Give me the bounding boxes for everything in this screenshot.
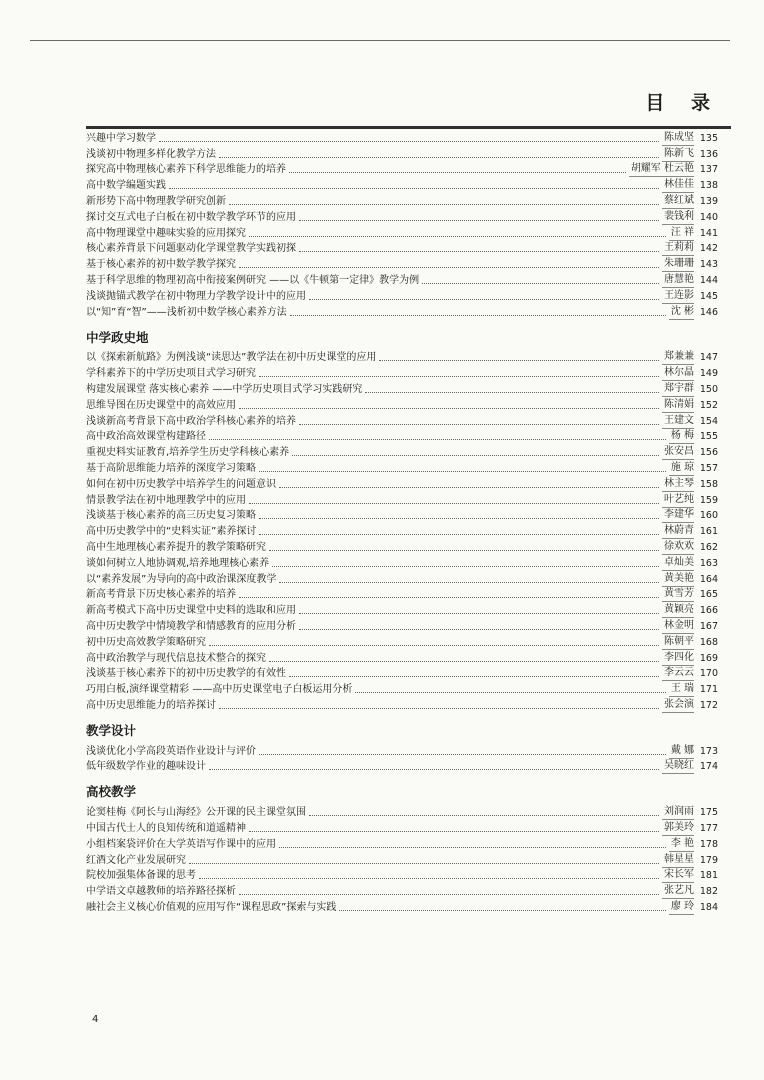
- toc-entry: [86, 304, 718, 320]
- entry-page: 147: [699, 352, 718, 364]
- entry-author: 黄雪芳: [662, 587, 694, 602]
- entry-title: 小组档案袋评价在大学英语写作课中的应用: [86, 838, 276, 850]
- dot-leader: [279, 847, 666, 848]
- entry-title: 高中历史思维能力的培养探讨: [86, 699, 216, 711]
- entry-page: 160: [699, 510, 718, 522]
- toc-entry: [86, 130, 718, 146]
- entry-author: 张会演: [662, 698, 694, 713]
- entry-page: 140: [699, 211, 718, 223]
- dot-leader: [219, 157, 659, 158]
- entry-author: 韩星星: [662, 853, 694, 868]
- dot-leader: [269, 661, 659, 662]
- entry-author: 林佳佳: [662, 178, 694, 193]
- entry-author: 郑兼兼: [662, 350, 694, 365]
- entry-author: 施 琼: [669, 461, 694, 476]
- entry-page: 136: [699, 148, 718, 160]
- dot-leader: [249, 831, 659, 832]
- dot-leader: [239, 597, 659, 598]
- dot-leader: [209, 769, 659, 770]
- entry-title: 初中历史高效教学策略研究: [86, 636, 206, 648]
- entry-page: 182: [699, 886, 718, 898]
- toc-entry: [86, 852, 718, 868]
- entry-title: 中国古代士人的良知传统和道遥精神: [86, 823, 246, 835]
- entry-page: 172: [699, 699, 718, 711]
- entry-page: 177: [699, 823, 718, 835]
- dot-leader: [309, 815, 659, 816]
- entry-author: 李建华: [662, 508, 694, 523]
- entry-author: 杨 梅: [669, 429, 694, 444]
- entry-page: 178: [699, 838, 718, 850]
- entry-author: 唐慧艳: [662, 273, 694, 288]
- entry-title: 高中历史教学中的“史料实证”素养探讨: [86, 526, 257, 538]
- entry-author: 王莉莉: [662, 241, 694, 256]
- entry-author: 刘润雨: [662, 805, 694, 820]
- entry-page: 164: [699, 573, 718, 585]
- dot-leader: [365, 392, 659, 393]
- entry-author: 李四化: [662, 651, 694, 666]
- entry-title: 谈如何树立人地协调观,培养地理核心素养: [86, 557, 270, 569]
- dot-leader: [269, 550, 659, 551]
- page-title: 目 录: [645, 92, 720, 114]
- dot-leader: [239, 894, 659, 895]
- entry-title: 新形势下高中物理教学研究创新: [86, 195, 226, 207]
- entry-page: 181: [699, 870, 718, 882]
- toc-entry: [86, 256, 718, 272]
- toc-entry: [86, 587, 718, 603]
- entry-page: 167: [699, 620, 718, 632]
- entry-page: 168: [699, 636, 718, 648]
- entry-title: 高中政治教学与现代信息技术整合的探究: [86, 652, 266, 664]
- dot-leader: [355, 692, 665, 693]
- entry-page: 138: [699, 180, 718, 192]
- dot-leader: [292, 455, 659, 456]
- entry-page: 161: [699, 526, 718, 538]
- entry-author: 汪 祥: [669, 226, 694, 241]
- entry-author: 陈新飞: [662, 147, 694, 162]
- toc-entry: [86, 241, 718, 257]
- entry-title: 融社会主义核心价值观的应用写作“课程思政”探索与实践: [86, 902, 337, 914]
- entry-page: 174: [699, 761, 718, 773]
- toc-entry: [86, 602, 718, 618]
- toc-entry: [86, 288, 718, 304]
- entry-page: 155: [699, 431, 718, 443]
- toc-entry: [86, 413, 718, 429]
- dot-leader: [259, 471, 666, 472]
- entry-author: 裴钱利: [662, 210, 694, 225]
- dot-leader: [289, 676, 659, 677]
- entry-author: 吴晓红: [662, 759, 694, 774]
- dot-leader: [209, 645, 659, 646]
- table-of-contents: [86, 130, 718, 915]
- entry-author: 李 艳: [669, 837, 694, 852]
- entry-page: 149: [699, 368, 718, 380]
- entry-title: 高中数学编题实践: [86, 180, 166, 192]
- toc-entry: [86, 272, 718, 288]
- toc-entry: [86, 883, 718, 899]
- dot-leader: [299, 251, 659, 252]
- toc-entry: [86, 759, 718, 775]
- toc-entry: [86, 555, 718, 571]
- entry-page: 169: [699, 652, 718, 664]
- entry-page: 145: [699, 290, 718, 302]
- toc-entry: [86, 508, 718, 524]
- toc-entry: [86, 397, 718, 413]
- toc-entry: [86, 209, 718, 225]
- toc-entry: [86, 429, 718, 445]
- entry-author: 郭美玲: [662, 821, 694, 836]
- entry-author: 戴 娜: [669, 744, 694, 759]
- entry-author: 张安昌: [662, 445, 694, 460]
- toc-entry: [86, 350, 718, 366]
- dot-leader: [422, 283, 659, 284]
- entry-author: 李云云: [662, 666, 694, 681]
- entry-author: 张艺凡: [662, 884, 694, 899]
- toc-entry: [86, 899, 718, 915]
- toc-entry: [86, 365, 718, 381]
- entry-page: 135: [699, 132, 718, 144]
- entry-author: 林蔚青: [662, 524, 694, 539]
- entry-title: 高中历史教学中情境教学和情感教育的应用分析: [86, 620, 296, 632]
- entry-title: 中学语文卓越教师的培养路径探析: [86, 886, 236, 898]
- entry-page: 179: [699, 854, 718, 866]
- toc-entry: [86, 804, 718, 820]
- entry-author: 徐欢欢: [662, 540, 694, 555]
- entry-page: 154: [699, 415, 718, 427]
- entry-title: 浅谈基于核心素养下的初中历史教学的有效性: [86, 668, 286, 680]
- entry-title: 思维导图在历史课堂中的高效应用: [86, 399, 236, 411]
- dot-leader: [249, 236, 666, 237]
- toc-entry: [86, 868, 718, 884]
- entry-page: 163: [699, 557, 718, 569]
- dot-leader: [259, 534, 659, 535]
- entry-title: 新高考模式下高中历史课堂中史料的选取和应用: [86, 605, 296, 617]
- entry-author: 胡耀军 杜云艳: [629, 162, 694, 177]
- entry-page: 137: [699, 164, 718, 176]
- dot-leader: [209, 439, 666, 440]
- dot-leader: [229, 204, 659, 205]
- toc-entry: [86, 146, 718, 162]
- toc-entry: [86, 666, 718, 682]
- entry-page: 184: [699, 902, 718, 914]
- entry-title: 探讨交互式电子白板在初中数学教学环节的应用: [86, 211, 296, 223]
- toc-entry: [86, 820, 718, 836]
- dot-leader: [189, 863, 659, 864]
- dot-leader: [239, 267, 659, 268]
- entry-title: 兴趣中学习数学: [86, 132, 156, 144]
- toc-entry: [86, 650, 718, 666]
- dot-leader: [289, 172, 626, 173]
- entry-page: 152: [699, 399, 718, 411]
- entry-page: 175: [699, 807, 718, 819]
- entry-page: 141: [699, 227, 718, 239]
- dot-leader: [279, 582, 659, 583]
- entry-title: 基于核心素养的初中数学教学探究: [86, 259, 236, 271]
- toc-entry: [86, 225, 718, 241]
- entry-author: 黄美艳: [662, 572, 694, 587]
- dot-leader: [199, 878, 659, 879]
- toc-entry: [86, 460, 718, 476]
- entry-title: 高中生地理核心素养提升的教学策略研究: [86, 541, 266, 553]
- dot-leader: [299, 220, 659, 221]
- dot-leader: [259, 518, 659, 519]
- dot-leader: [299, 613, 659, 614]
- entry-author: 蔡红斌: [662, 194, 694, 209]
- toc-entry: [86, 539, 718, 555]
- entry-page: 156: [699, 447, 718, 459]
- dot-leader: [279, 487, 659, 488]
- section-heading: 中学政史地: [86, 329, 149, 345]
- entry-author: 廖 玲: [669, 900, 694, 915]
- toc-entry: [86, 836, 718, 852]
- entry-title: 情景教学法在初中地理教学中的应用: [86, 494, 246, 506]
- entry-author: 林金明: [662, 619, 694, 634]
- entry-title: 探究高中物理核心素养下科学思维能力的培养: [86, 164, 286, 176]
- toc-entry: [86, 697, 718, 713]
- entry-author: 沈 彬: [669, 305, 694, 320]
- entry-author: 宋长军: [662, 868, 694, 883]
- entry-page: 162: [699, 541, 718, 553]
- entry-title: 重视史料实证教育,培养学生历史学科核心素养: [86, 447, 290, 459]
- toc-entry: [86, 444, 718, 460]
- dot-leader: [219, 708, 659, 709]
- entry-author: 陈清娟: [662, 398, 694, 413]
- entry-title: 巧用白板,演绎课堂精彩 ——高中历史课堂电子白板运用分析: [86, 684, 353, 696]
- entry-title: 如何在初中历史教学中培养学生的问题意识: [86, 478, 276, 490]
- entry-author: 陈朝平: [662, 635, 694, 650]
- toc-entry: [86, 162, 718, 178]
- entry-author: 王 瑞: [669, 682, 694, 697]
- entry-page: 150: [699, 383, 718, 395]
- entry-title: 论窦桂梅《阿长与山海经》公开课的民主课堂氛围: [86, 807, 306, 819]
- entry-page: 170: [699, 668, 718, 680]
- dot-leader: [169, 188, 659, 189]
- entry-page: 165: [699, 589, 718, 601]
- entry-page: 171: [699, 684, 718, 696]
- toc-entry: [86, 476, 718, 492]
- entry-title: 构建发展课堂 落实核心素养 ——中学历史项目式学习实践研究: [86, 383, 363, 395]
- toc-entry: [86, 381, 718, 397]
- entry-title: 浅谈优化小学高段英语作业设计与评价: [86, 745, 256, 757]
- entry-title: 基于科学思维的物理初高中衔接案例研究 ——以《牛顿第一定律》教学为例: [86, 274, 420, 286]
- dot-leader: [272, 566, 659, 567]
- entry-page: 159: [699, 494, 718, 506]
- entry-author: 叶艺纯: [662, 493, 694, 508]
- entry-title: 低年级数学作业的趣味设计: [86, 761, 206, 773]
- entry-page: 173: [699, 745, 718, 757]
- toc-entry: [86, 523, 718, 539]
- entry-page: 143: [699, 259, 718, 271]
- toc-entry: [86, 177, 718, 193]
- entry-page: 144: [699, 274, 718, 286]
- dot-leader: [290, 315, 666, 316]
- entry-title: 以“素养发展”为导向的高中政治课深度教学: [86, 573, 277, 585]
- entry-author: 卓灿美: [662, 556, 694, 571]
- toc-entry: [86, 681, 718, 697]
- entry-title: 新高考背景下历史核心素养的培养: [86, 589, 236, 601]
- section-heading: 高校教学: [86, 784, 137, 800]
- entry-author: 林主琴: [662, 477, 694, 492]
- toc-entry: [86, 492, 718, 508]
- entry-title: 以《探索新航路》为例浅谈“读思达”教学法在初中历史课堂的应用: [86, 352, 377, 364]
- entry-page: 166: [699, 605, 718, 617]
- entry-page: 142: [699, 243, 718, 255]
- entry-title: 高中物理课堂中趣味实验的应用探究: [86, 227, 246, 239]
- entry-author: 林尔晶: [662, 366, 694, 381]
- dot-leader: [299, 629, 659, 630]
- toc-entry: [86, 571, 718, 587]
- entry-title: 高中政治高效课堂构建路径: [86, 431, 206, 443]
- toc-entry: [86, 634, 718, 650]
- dot-leader: [379, 360, 659, 361]
- dot-leader: [159, 141, 659, 142]
- section-heading: 教学设计: [86, 722, 137, 738]
- entry-title: 浅谈新高考背景下高中政治学科核心素养的培养: [86, 415, 296, 427]
- entry-author: 黄颖亮: [662, 603, 694, 618]
- toc-entry: [86, 193, 718, 209]
- entry-page: 146: [699, 306, 718, 318]
- entry-title: 核心素养背景下问题驱动化学课堂教学实践初探: [86, 243, 296, 255]
- entry-title: 以“知”育“智”——浅析初中数学核心素养方法: [86, 306, 287, 318]
- entry-author: 朱珊珊: [662, 257, 694, 272]
- entry-title: 浅谈抛锚式教学在初中物理力学教学设计中的应用: [86, 290, 306, 302]
- entry-author: 郑宇群: [662, 382, 694, 397]
- entry-title: 浅谈初中物理多样化教学方法: [86, 148, 216, 160]
- entry-author: 陈成坚: [662, 131, 694, 146]
- page-number: 4: [92, 1014, 99, 1025]
- top-rule: [30, 40, 730, 41]
- dot-leader: [239, 408, 659, 409]
- toc-entry: [86, 743, 718, 759]
- dot-leader: [249, 503, 659, 504]
- entry-title: 基于高阶思维能力培养的深度学习策略: [86, 462, 256, 474]
- title-rule: [86, 126, 731, 129]
- dot-leader: [259, 376, 659, 377]
- entry-title: 浅谈基于核心素养的高三历史复习策略: [86, 510, 256, 522]
- toc-entry: [86, 618, 718, 634]
- entry-title: 红酒文化产业发展研究: [86, 854, 186, 866]
- dot-leader: [299, 424, 659, 425]
- entry-author: 王连影: [662, 289, 694, 304]
- dot-leader: [339, 910, 665, 911]
- entry-title: 院校加强集体备课的思考: [86, 870, 196, 882]
- entry-page: 158: [699, 478, 718, 490]
- entry-title: 学科素养下的中学历史项目式学习研究: [86, 368, 256, 380]
- dot-leader: [259, 754, 666, 755]
- entry-page: 157: [699, 462, 718, 474]
- dot-leader: [309, 299, 659, 300]
- entry-page: 139: [699, 195, 718, 207]
- entry-author: 王建文: [662, 414, 694, 429]
